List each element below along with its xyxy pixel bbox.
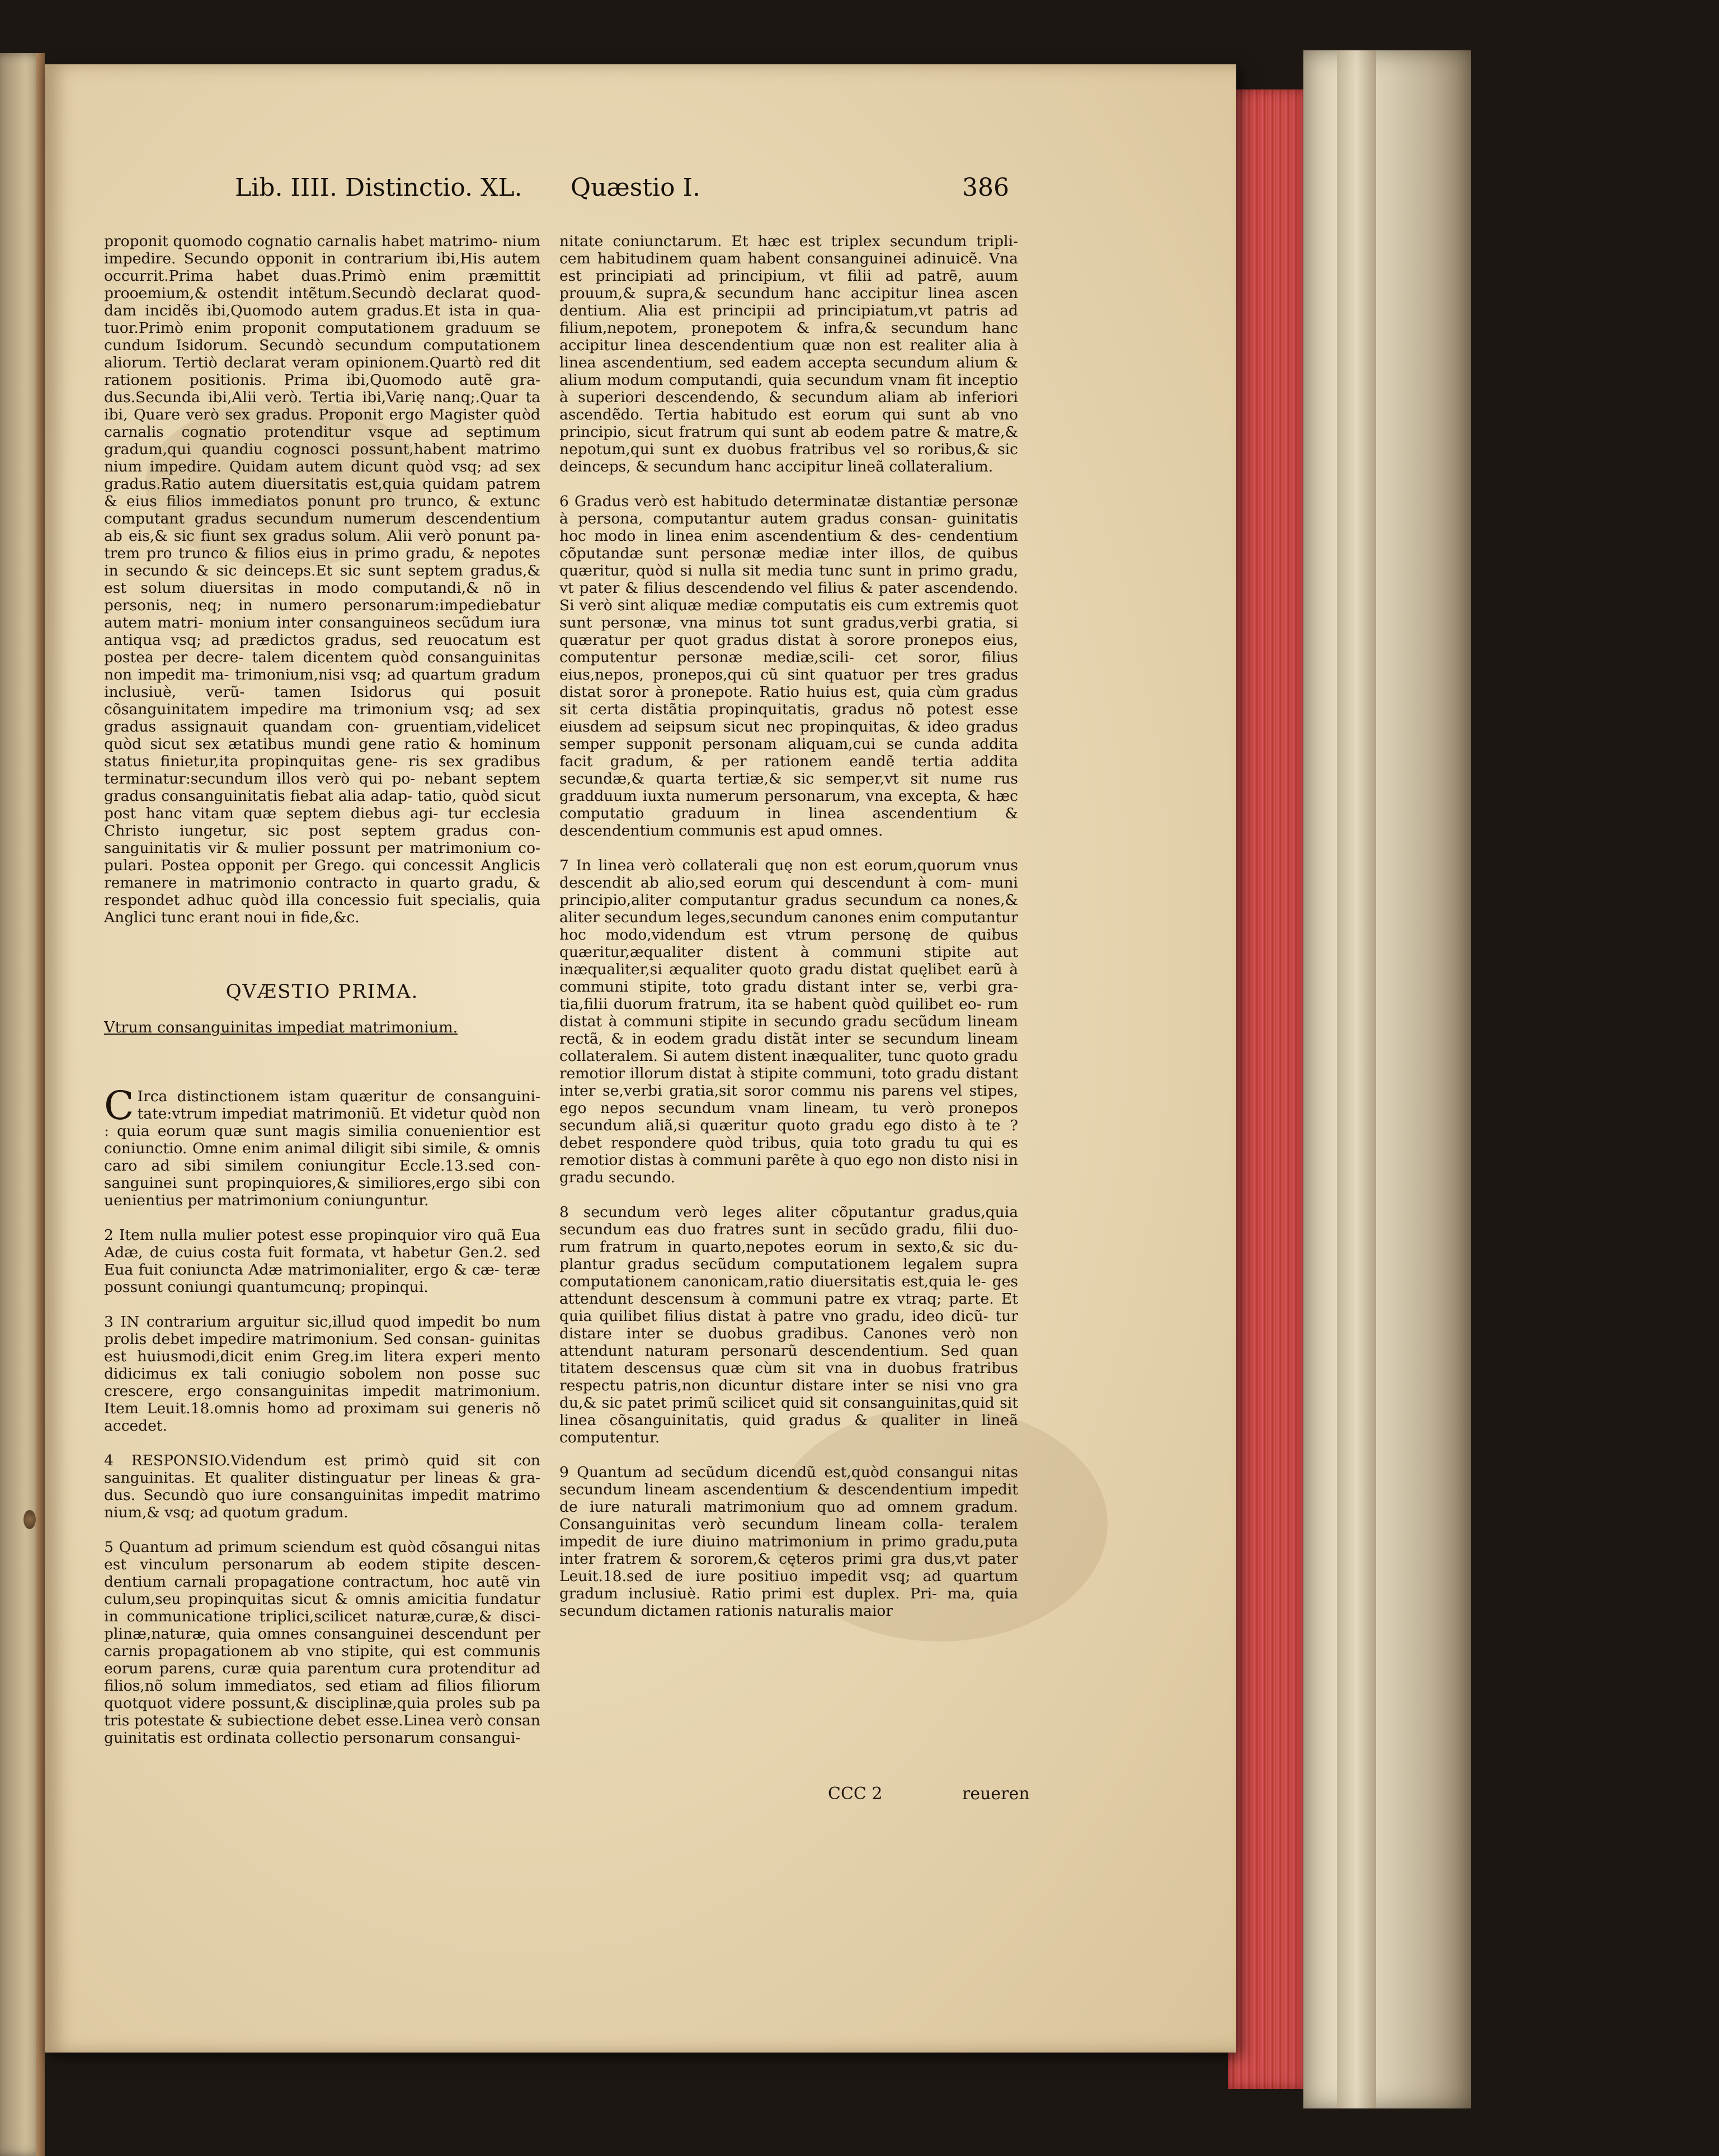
catchword: reueren: [962, 1784, 1030, 1804]
commentary-intro: proponit quomodo cognatio carnalis habet matrimo- nium impedire. Secundo opponit in contrarium ibi,His autem occurrit.Prima habet duas.Primò enim præmittit prooemium,& ostendit intẽtum.Secundò declarat quod- dam incidẽs ibi,Quomodo autem gradus.Et ista in qua- tuor.Primò enim proponit computationem graduum se cundum Isidorum. Secundò secundum computationem aliorum. Tertiò declarat veram opinionem.Quartò red dit rationem positionis. Prima ibi,Quomodo autẽ gra- dus.Secunda ibi,Alii verò. Tertia ibi,Varię nanq;.Quar ta ibi, Quare verò sex gradus. Proponit ergo Magister quòd carnalis cognatio protenditur vsque ad septimum gradum,qui quandiu cognosci possunt,habent matrimo nium impedire. Quidam autem dicunt quòd vsq; ad sex gradus.Ratio autem diuersitatis est,quia quidam patrem & eius filios immediatos ponunt pro trunco, & extunc computant gradus secundum numerum descendentium ab eis,& sic fiunt sex gradus solum. Alii verò ponunt pa- trem pro trunco & filios eius in primo gradu, & nepotes in secundo & sic deinceps.Et sic sunt septem gradus,& est solum diuersitas in modo computandi,& nõ in personis, neq; in numero personarum:impediebatur autem matri- monium inter consanguineos secũdum iura antiqua vsq; ad prædictos gradus, sed reuocatum est postea per decre- talem dicentem quòd consanguinitas non impedit ma- trimonium,nisi vsq; ad quartum gradum inclusiuè, verũ- tamen Isidorus qui posuit cõsanguinitatem impedire ma trimonium vsq; ad sex gradus assignauit quandam con- gruentiam,videlicet quòd sicut sex ætatibus mundi gene ratio & hominum status finietur,ita propinquitas gene- ris sex gradibus terminatur:secundum illos verò qui po- nebant septem gradus consanguinitatis fiebat alia adap- tatio, quòd sicut post hanc vitam quæ septem diebus agi- tur ecclesia Christo iungetur, sic post septem gradus con- sanguinitatis vir & mulier possunt per matrimonium co- pulari. Postea opponit per Grego. qui concessit Anglicis remanere in matrimonio contracto in quarto gradu, & respondet adhuc quòd illa concessio fuit specialis, quia Anglici tunc erant noui in fide,&c.: [104, 233, 540, 926]
red-page-edges: [1228, 89, 1303, 2089]
question-heading: [104, 958, 540, 1070]
paragraph-7: 7 In linea verò collaterali quę non est eorum,quorum vnus descendit ab alio,sed eorum qui descendunt à com- muni principio,aliter computantur gradus secundum ca nones,& aliter secundum leges,secundum canones enim computantur hoc modo,videndum est vtrum personę de quibus quæritur,æqualiter distent à communi stipite aut inæqualiter,si æqualiter quoto gradu distat quęlibet earũ à communi stipite, toto gradu distant inter se, verbi gra- tia,filii duorum fratrum, ita se habent quòd quilibet eo- rum distat à communi stipite in secundo gradu secũdum lineam rectã, & in eodem gradu distãt inter se secundum lineam collateralem. Si autem distent inæqualiter, tunc quoto gradu remotior illorum distat à stipite communi, toto gradu distant inter se,verbi gratia,sit soror commu nis parens vel stipes, ego nepos secundum vnam lineam, tu verò pronepos secundum aliã,si quæritur quoto gradu ego disto à te ? debet respondere quòd tribus, quia toto gradu tu qui es remotior distas à communi parẽte à quo ego non disto nisi in gradu secundo.: [559, 857, 1018, 1186]
paragraph-8: 8 secundum verò leges aliter cõputantur gradus,quia secundum eas duo fratres sunt in secũdo gradu, filii duo- rum fratrum in quarto,nepotes eorum in sexto,& sic du- plantur gradus secũdum computationem legalem supra computationem canonicam,ratio diuersitatis est,quia le- ges attendunt descensum à communi patre ex vtraq; parte. Et quia quilibet filius distat à patre vno gradu, ideo dicũ- tur distare inter se duobus gradibus. Canones verò non attendunt naturam personarũ descendentium. Sed quan titatem descensus quæ cùm sit vna in duobus fratribus respectu patris,non dicuntur distare inter se nisi vno gra du,& sic patet primũ scilicet quid sit consanguinitas,quid sit linea cõsanguinitatis, quid gradus & qualiter in lineã computentur.: [559, 1204, 1018, 1446]
paragraph-1-text: Irca distinctionem istam quæritur de consanguini- tate:vtrum impediat matrimoniũ. Et videtur quòd non : quia eorum quæ sunt magis similia conuenientior est coniunctio. Omne enim animal diligit sibi simile, & omnis caro ad sibi similem coniungitur Eccle.13.sed con- sanguinei sunt propinquiores,& similiores,ergo sibi con uenientius per matrimonium coniunguntur.: [104, 1088, 540, 1209]
question-title: QVÆSTIO PRIMA.: [225, 980, 419, 1003]
header-question: Quæstio I.: [571, 173, 700, 202]
header-book-distinction: Lib. IIII. Distinctio. XL.: [235, 173, 522, 202]
binding-tack: [23, 1510, 36, 1529]
page-footer: [828, 1784, 1030, 1812]
continuation-text: nitate coniunctarum. Et hæc est triplex secundum tripli- cem habitudinem quam habent consanguinei adinuicẽ. Vna est principiati ad principium, vt filii ad patrẽ, auum prouum,& supra,& secundum hanc accipitur linea ascen dentium. Alia est principii ad principiatum,vt patris ad filium,nepotem, pronepotem & infra,& secundum hanc accipitur linea descendentium quæ non est realiter alia à linea ascendentium, sed eadem accepta secundum alium & alium modum computandi, quia secundum vnam fit inceptio à superiori descendendo, & secundum aliam ab inferiori ascendẽdo. Tertia habitudo est eorum qui sunt ab vno principio, sicut fratrum qui sunt ab eodem patre & matre,& nepotum,qui sunt ex duobus fratribus vel so roribus,& sic deinceps, & secundum hanc accipitur lineã collateralium.: [559, 233, 1018, 475]
binding-fold: [1337, 50, 1376, 2108]
left-page-edge: [0, 53, 45, 2156]
left-text-column: [104, 215, 540, 1764]
page-number: 386: [962, 173, 1009, 202]
paragraph-4: 4 RESPONSIO.Videndum est primò quid sit con sanguinitas. Et qualiter distinguatur per lineas & gra- dus. Secundò quo iure consanguinitas impedit matrimo nium,& vsq; ad quotum gradum.: [104, 1452, 540, 1521]
paragraph-2: 2 Item nulla mulier potest esse propinquior viro quã Eua Adæ, de cuius costa fuit formata, vt habetur Gen.2. sed Eua fuit coniuncta Adæ matrimonialiter, ergo & cæ- teræ possunt coniungi quantumcunq; propinqui.: [104, 1226, 540, 1296]
paragraph-5: 5 Quantum ad primum sciendum est quòd cõsangui nitas est vinculum personarum ab eodem stipite descen- dentium carnali propagatione contractum, hoc autẽ vin culum,seu propinquitas sicut & omnis amicitia fundatur in communicatione triplici,scilicet naturæ,curæ,& disci- plinæ,naturæ, quia omnes consanguinei descendunt per carnis propagationem ab vno stipite, qui est communis eorum parens, curæ quia parentum cura protenditur ad filios,nõ solum immediatos, sed etiam ad filios filiorum quotquot videre possunt,& disciplinæ,quia proles sub pa tris potestate & subiectione debet esse.Linea verò consan guinitatis est ordinata collectio personarum consangui-: [104, 1539, 540, 1747]
drop-capital: C: [104, 1083, 134, 1129]
signature-mark: CCC 2: [828, 1784, 883, 1804]
question-subtitle: Vtrum consanguinitas impediat matrimonium.: [104, 1019, 458, 1036]
vellum-binding: [1303, 50, 1471, 2108]
paragraph-6: 6 Gradus verò est habitudo determinatæ distantiæ personæ à persona, computantur autem gradus consan- guinitatis hoc modo in linea enim ascendentium & des- cendentium cõputandæ sunt personæ mediæ inter illos, de quibus quæritur, quòd si nulla sit media tunc sunt in primo gradu, vt pater & filius descendendo vel filius & pater ascendendo. Si verò sint aliquæ mediæ computatis eis cum extremis quot sunt personæ, vna minus tot sunt gradus,verbi gratia, si quæratur per quot gradus distat à sorore pronepos eius, computentur personæ mediæ,scili- cet soror, filius eius,nepos, pronepos,qui cũ sint quatuor per tres gradus distat soror à pronepote. Ratio huius est, quia cùm gradus sit certa distãtia propinquitatis, gradus nõ potest esse eiusdem ad seipsum sicut nec propinquitas, & ideo gradus semper supponit personam aliquam,cui se cunda addita facit gradum, & per rationem eandẽ tertia addita secundæ,& quarta tertiæ,& sic semper,vt sit nume rus gradduum iuxta numerum personarum, vna excepta, & hæc computatio graduum in linea ascendentium & descendentium communis est apud omnes.: [559, 493, 1018, 839]
left-page-red-edge: [36, 53, 45, 2156]
paragraph-3: 3 IN contrarium arguitur sic,illud quod impedit bo num prolis debet impedire matrimonium. Sed consan- guinitas est huiusmodi,dicit enim Greg.im litera experi mento didicimus ex tali coniugio sobolem non posse suc crescere, ergo consanguinitas impedit matrimonium. Item Leuit.18.omnis homo ad proximam sui generis nõ accedet.: [104, 1313, 540, 1435]
paragraph-9: 9 Quantum ad secũdum dicendũ est,quòd consangui nitas secundum lineam ascendentium & descendentium impedit de iure naturali matrimonium quo ad omnem gradum. Consanguinitas verò secundum lineam colla- teralem impedit de iure diuino matrimonium in primo gradu,puta inter fratrem & sororem,& cęteros primi gra dus,vt pater Leuit.18.sed de iure positiuo impedit vsq; ad quartum gradum inclusiuè. Ratio primi est duplex. Pri- ma, quia secundum dictamen rationis naturalis maior: [559, 1464, 1018, 1620]
paragraph-1: [104, 1083, 540, 1209]
right-text-column: [559, 215, 1018, 1637]
running-header: [235, 168, 1029, 213]
